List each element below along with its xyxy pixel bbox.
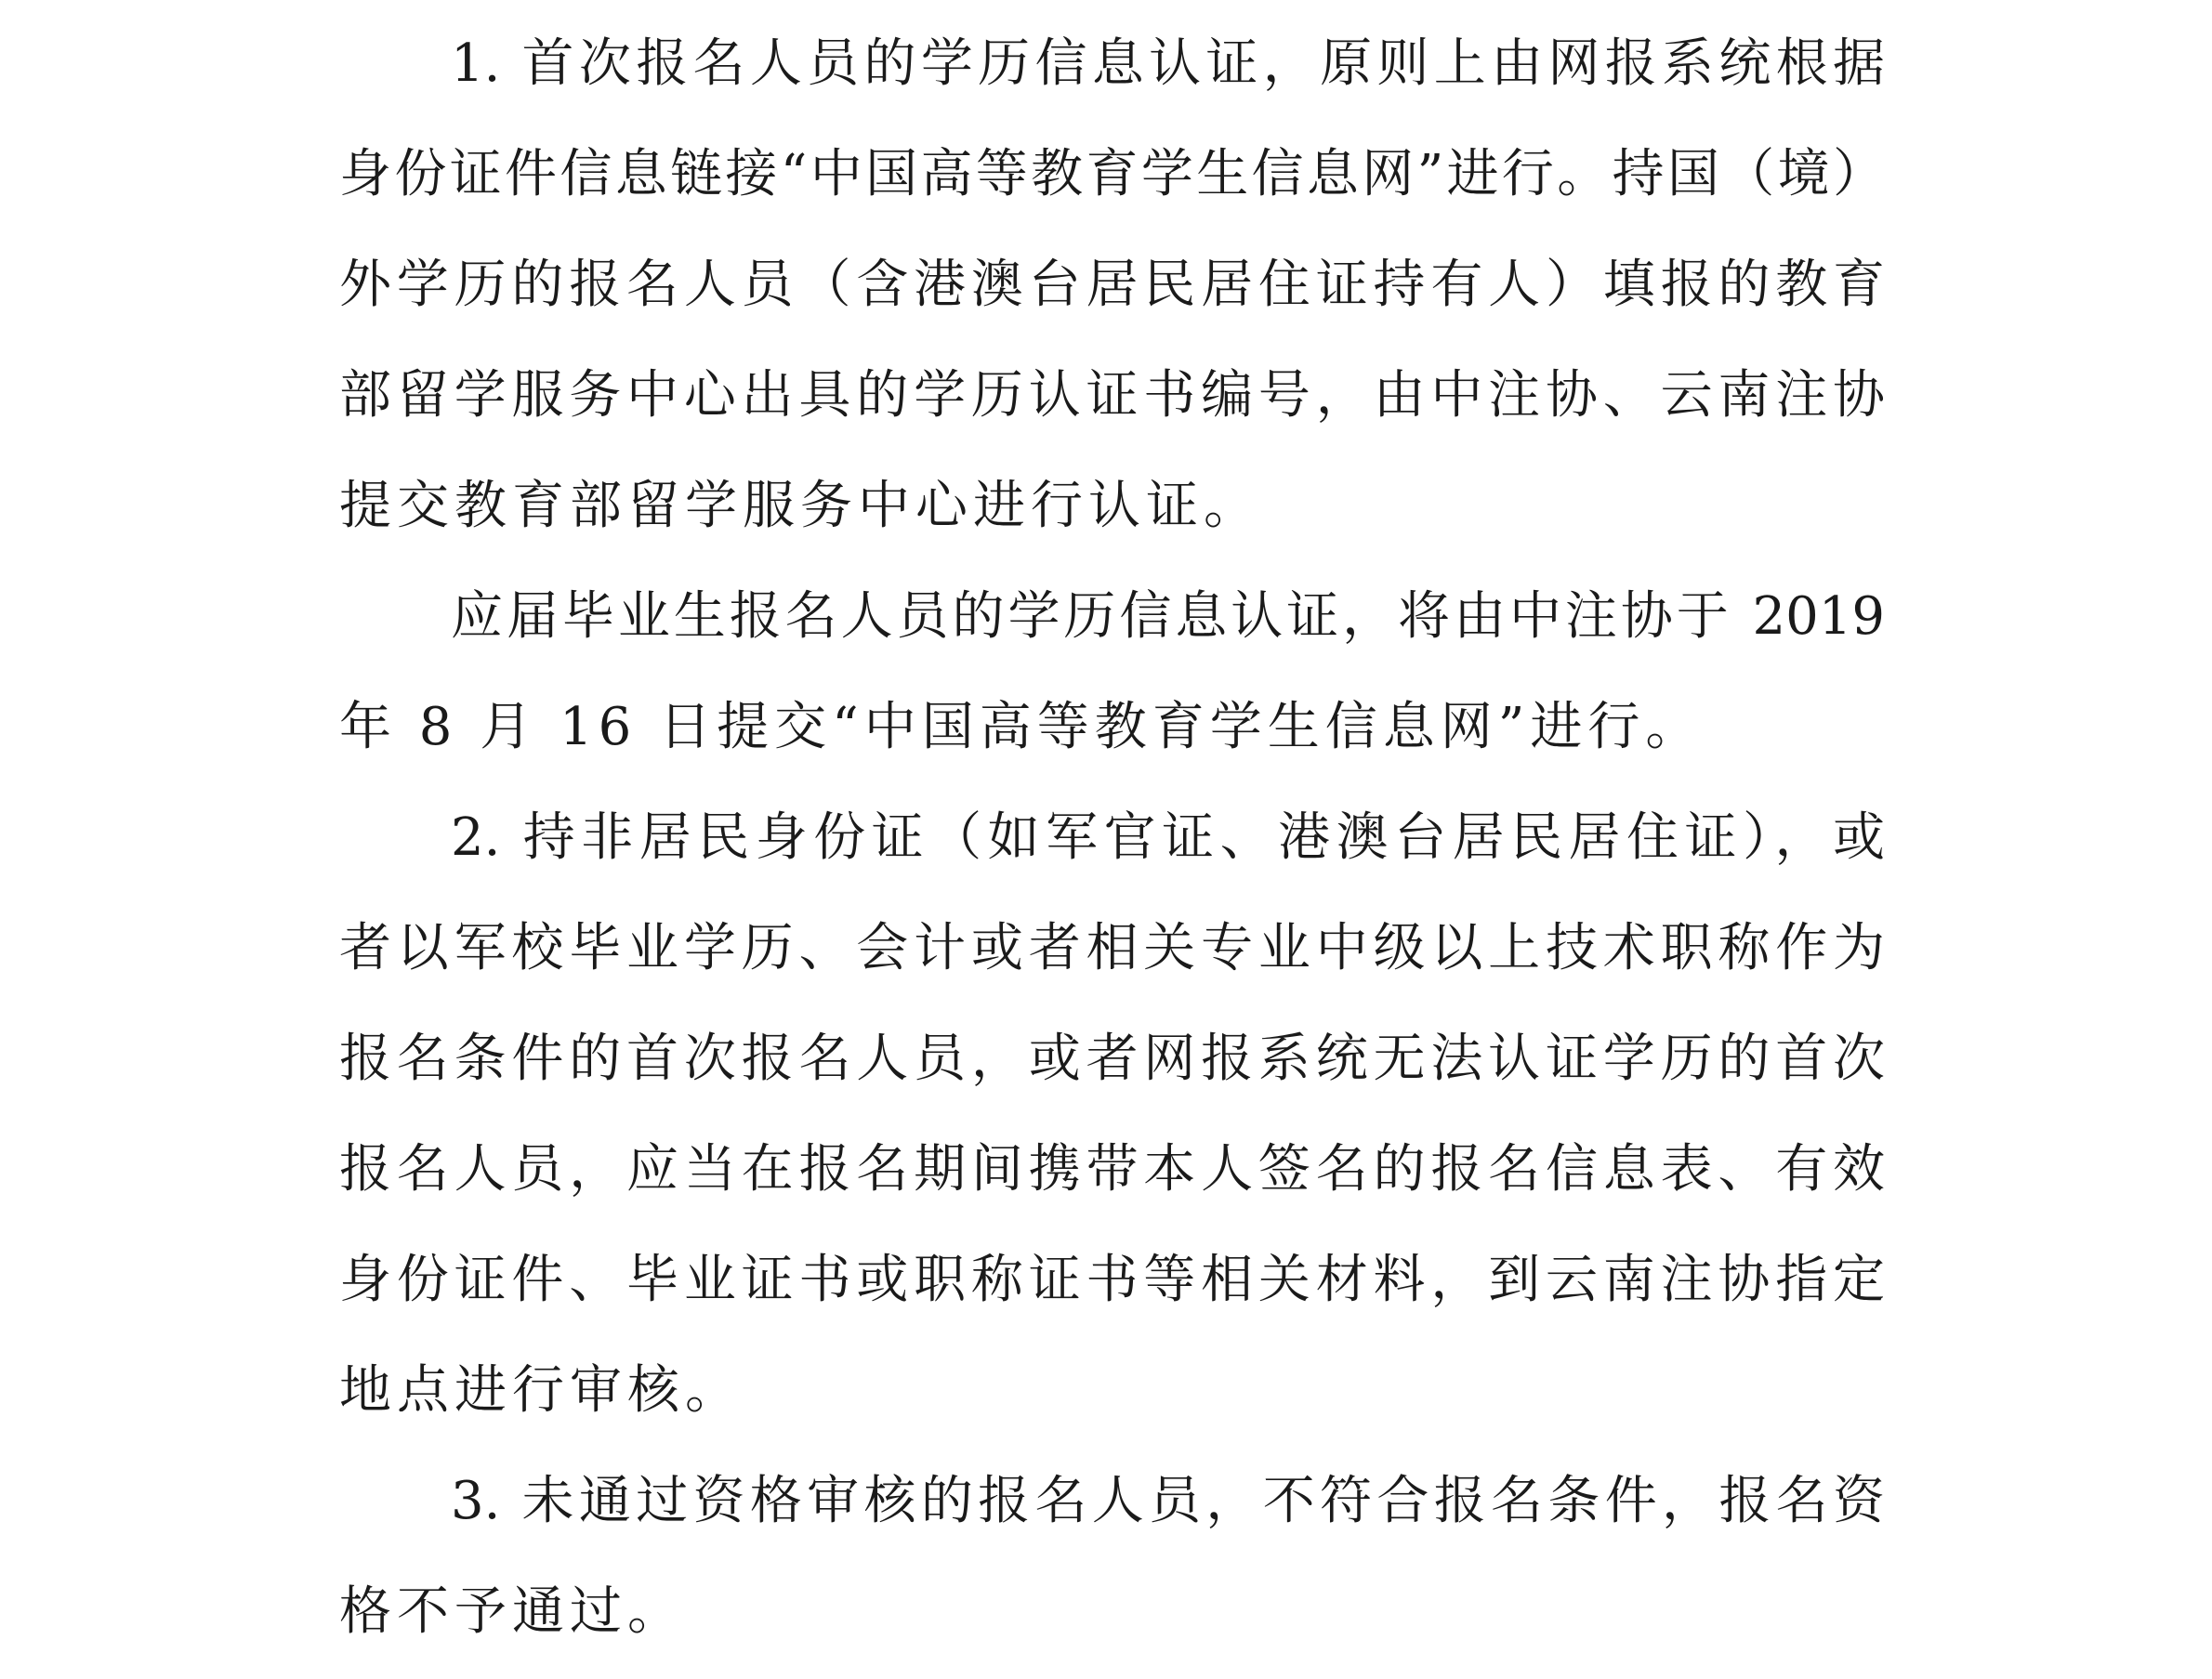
paragraph-4-line-1: 3. 未通过资格审核的报名人员，不符合报名条件，报名资 [451, 1471, 1885, 1531]
paragraph-1-line-4: 部留学服务中心出具的学历认证书编号，由中注协、云南注协 [339, 365, 1885, 426]
paragraph-1-line-1: 1. 首次报名人员的学历信息认证，原则上由网报系统根据 [451, 33, 1885, 94]
paragraph-2-line-1: 应届毕业生报名人员的学历信息认证，将由中注协于 2019 [451, 586, 1885, 647]
paragraph-3-line-3: 报名条件的首次报名人员，或者网报系统无法认证学历的首次 [339, 1029, 1885, 1089]
paragraph-4-line-2: 格不予通过。 [339, 1581, 685, 1642]
document-body [339, 20, 1885, 1679]
paragraph-3-line-1: 2. 持非居民身份证（如军官证、港澳台居民居住证），或 [451, 807, 1885, 868]
paragraph-3-line-5: 身份证件、毕业证书或职称证书等相关材料，到云南注协指定 [339, 1250, 1885, 1310]
paragraph-1-line-2: 身份证件信息链接“中国高等教育学生信息网”进行。持国（境） [339, 144, 1885, 204]
paragraph-1-line-3: 外学历的报名人员（含港澳台居民居住证持有人）填报的教育 [339, 255, 1885, 315]
paragraph-3-line-2: 者以军校毕业学历、会计或者相关专业中级以上技术职称作为 [339, 918, 1885, 978]
paragraph-2-line-2: 年 8 月 16 日提交“中国高等教育学生信息网”进行。 [339, 697, 1704, 757]
paragraph-3-line-6: 地点进行审核。 [339, 1360, 743, 1421]
paragraph-1-line-5: 提交教育部留学服务中心进行认证。 [339, 476, 1261, 536]
paragraph-3-line-4: 报名人员，应当在报名期间携带本人签名的报名信息表、有效 [339, 1139, 1885, 1200]
